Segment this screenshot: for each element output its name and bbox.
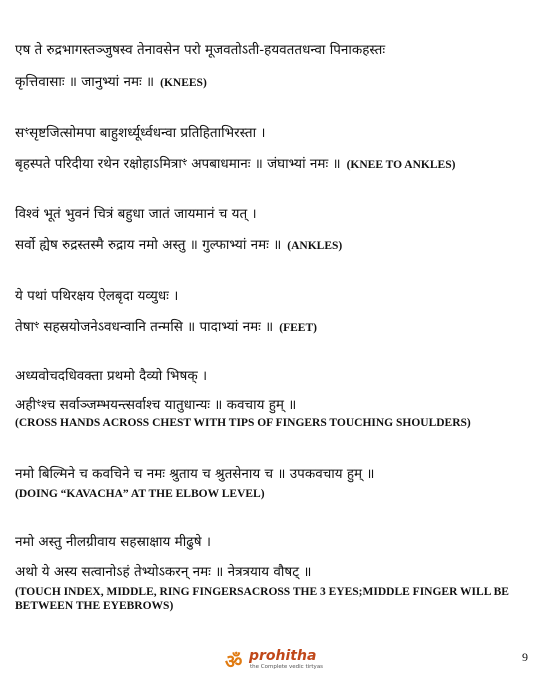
verse-line: विश्वं भूतं भुवनं चित्रं बहुधा जातं जायमानं च यत् । — [15, 206, 257, 222]
verse-line: अथो ये अस्य सत्वानोऽहं तेभ्योऽकरन् नमः ॥ नेत्रत्रयाय वौषट् ॥ — [15, 564, 312, 580]
verse-line: सꣳसृष्टजित्सोमपा बाहुशर्ध्यूर्ध्वधन्वा प्रतिहिताभिरस्ता । — [15, 125, 266, 141]
page-number: 9 — [522, 650, 528, 664]
instruction-note: (FEET) — [279, 322, 317, 334]
verse-line: नमो अस्तु नीलग्रीवाय सहस्राक्षाय मीढुषे । — [15, 534, 212, 550]
instruction-note: (KNEES) — [160, 77, 207, 89]
instruction-note: (ANKLES) — [287, 240, 343, 252]
verse-line — [15, 234, 538, 253]
verse-line — [15, 316, 538, 335]
instruction-note: (CROSS HANDS ACROSS CHEST WITH TIPS OF FINGERS TOUCHING SHOULDERS) — [15, 417, 471, 429]
verse-line: अध्यवोचदधिवक्ता प्रथमो दैव्यो भिषक् । — [15, 368, 208, 384]
om-icon: ॐ — [225, 651, 243, 673]
verse-line — [15, 71, 538, 90]
verse-text: बृहस्पते परिदीया रथेन रक्षोहाऽमित्राꣳ अपबाधमानः ॥ जंघाभ्यां नमः ॥ — [15, 156, 341, 172]
verse-line — [15, 153, 538, 172]
instruction-note: (DOING “KAVACHA” AT THE ELBOW LEVEL) — [15, 488, 265, 500]
prohitha-logo — [225, 648, 335, 674]
instruction-note: (TOUCH INDEX, MIDDLE, RING FINGERSACROSS THE 3 EYES;MIDDLE FINGER WILL BE BETWEEN THE EYEBROWS) — [15, 586, 509, 612]
brand-name: prohitha — [249, 648, 317, 664]
verse-text: तेषाꣳ सहस्रयोजनेऽवधन्वानि तन्मसि ॥ पादाभ्यां नमः ॥ — [15, 319, 274, 335]
verse-line: ये पथां पथिरक्षय ऐलबृदा यव्युधः । — [15, 288, 179, 304]
verse-text: सर्वो ह्येष रुद्रस्तस्मै रुद्राय नमो अस्तु ॥ गुल्फाभ्यां नमः ॥ — [15, 237, 282, 253]
verse-text: कृत्तिवासाः ॥ जानुभ्यां नमः ॥ — [15, 74, 155, 90]
instruction-note: (KNEE TO ANKLES) — [346, 159, 456, 171]
verse-line: अहीꣳश्च सर्वाञ्जम्भयन्त्सर्वाश्च यातुधान्यः ॥ कवचाय हुम् ॥ — [15, 397, 297, 413]
brand-tagline: the Complete vedic tirtyas — [250, 664, 324, 670]
verse-line: एष ते रुद्रभागस्तञ्जुषस्व तेनावसेन परो मूजवतोऽती-हयवततधन्वा पिनाकहस्तः — [15, 42, 386, 58]
verse-line: नमो बिल्मिने च कवचिने च नमः श्रुताय च श्रुतसेनाय च ॥ उपकवचाय हुम् ॥ — [15, 466, 375, 482]
